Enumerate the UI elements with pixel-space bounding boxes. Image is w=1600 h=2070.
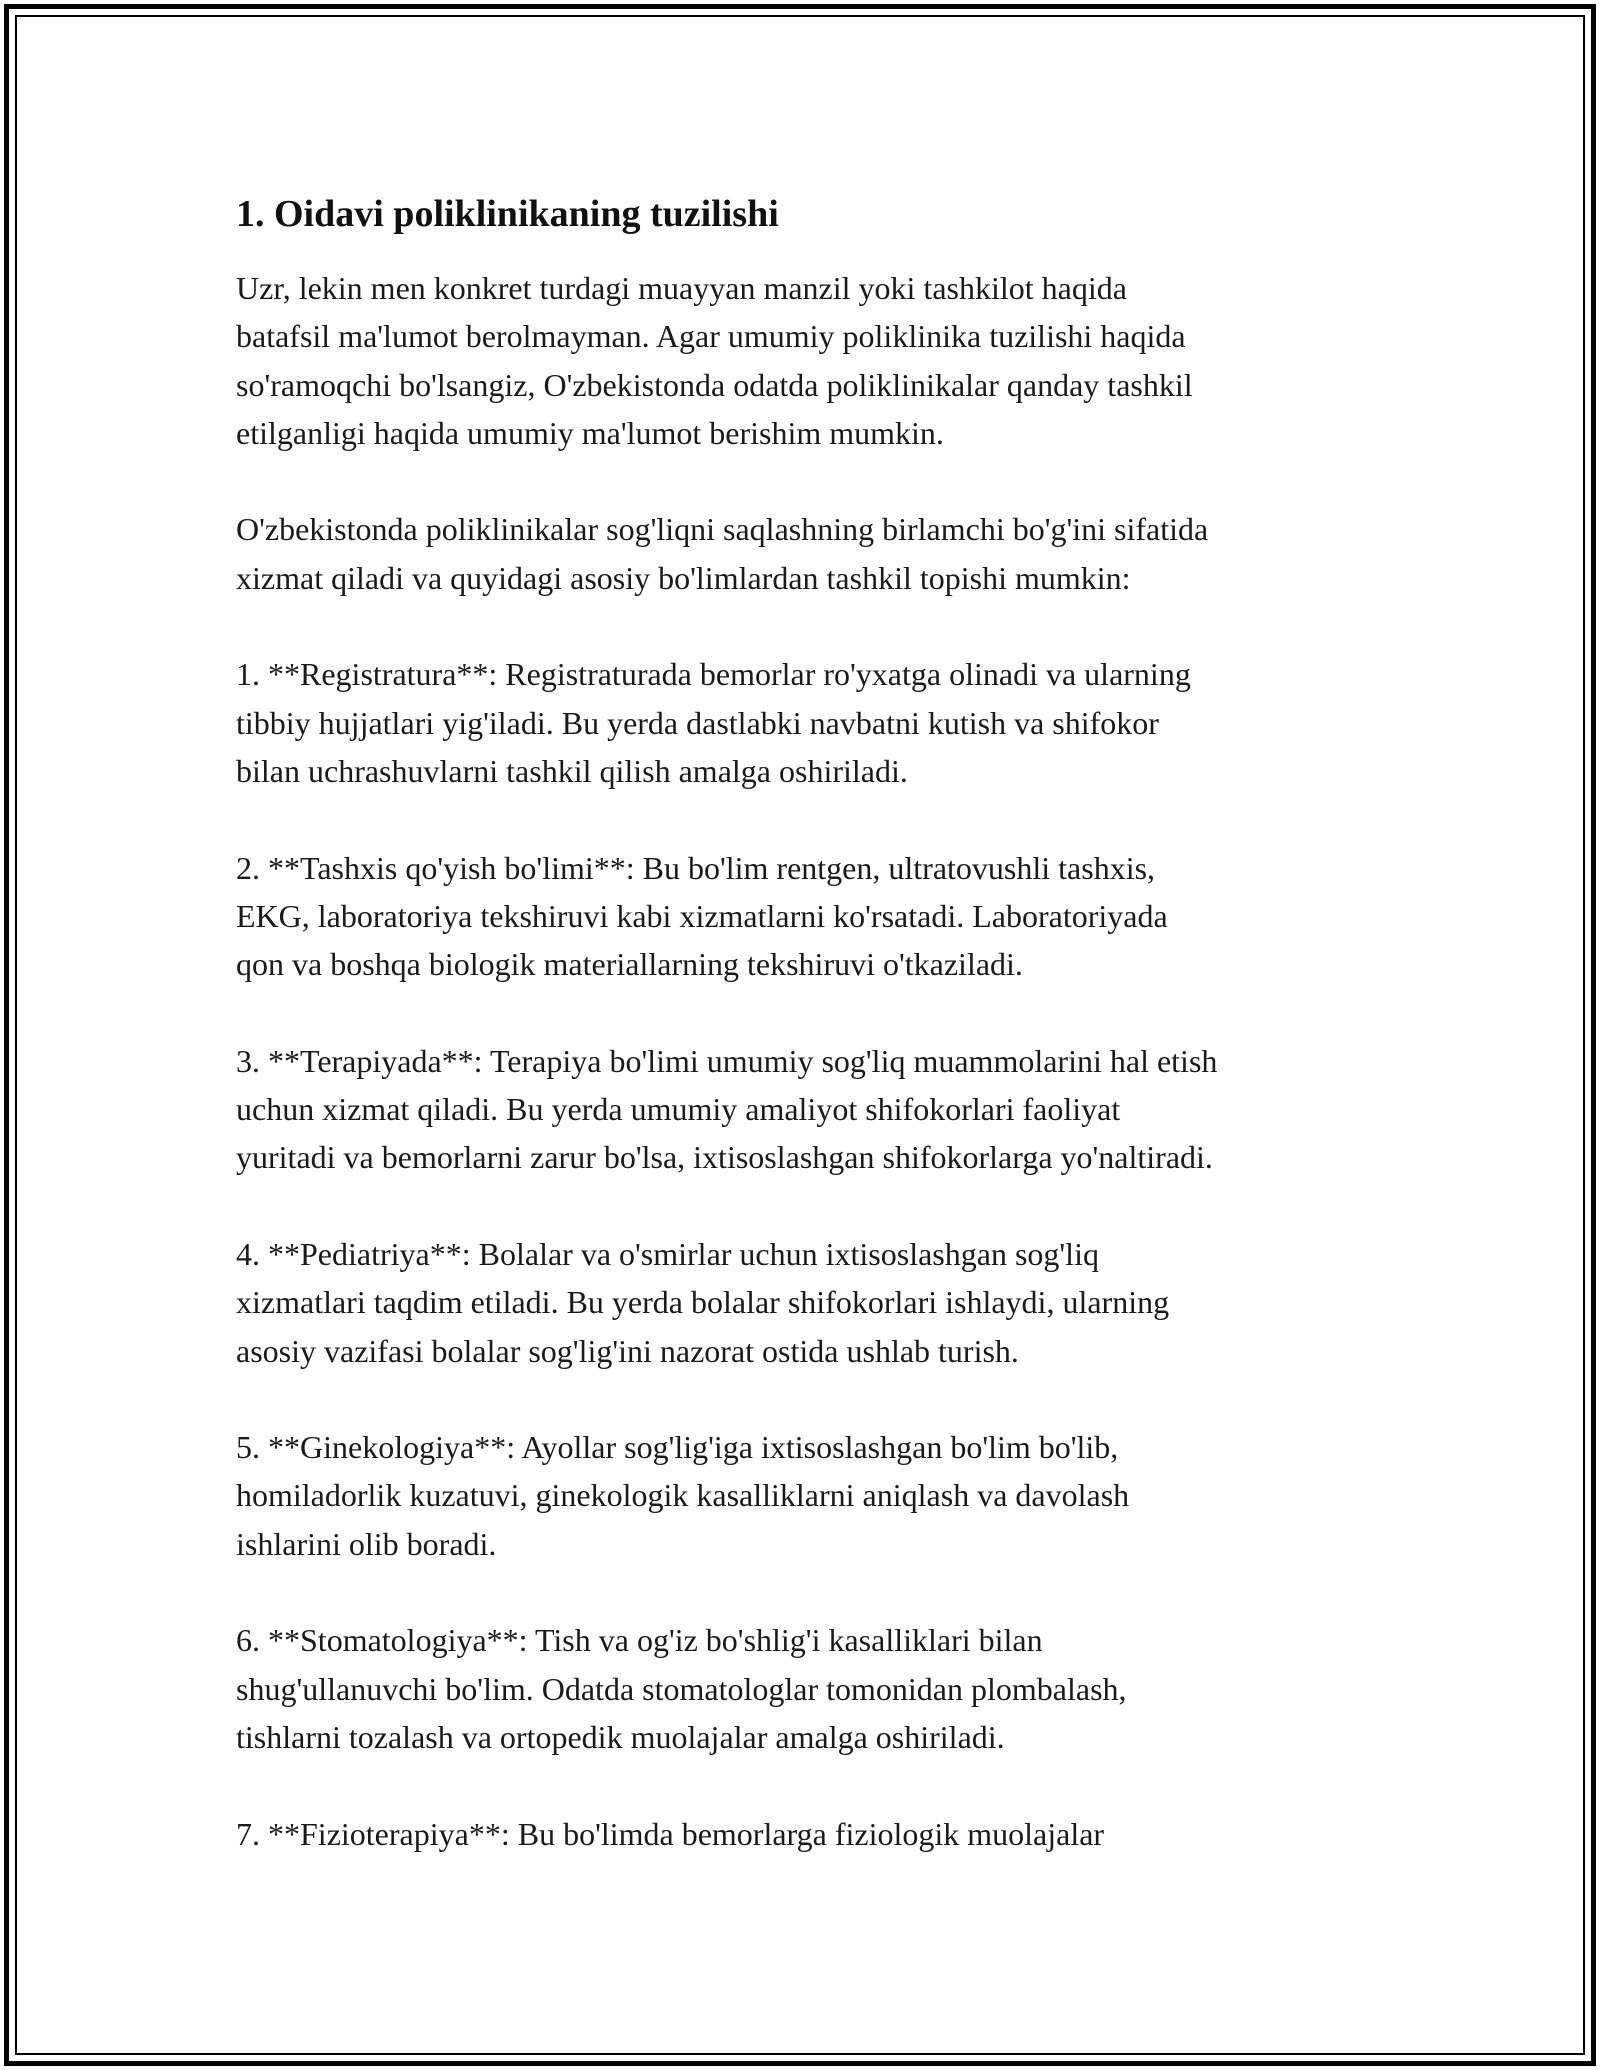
list-item-registratura bbox=[236, 650, 1386, 795]
list-item-pediatriya bbox=[236, 1230, 1386, 1375]
text-line: asosiy vazifasi bolalar sog'lig'ini nazorat ostida ushlab turish. bbox=[236, 1332, 1019, 1369]
text-line: 3. **Terapiyada**: Terapiya bo'limi umumiy sog'liq muammolarini hal etish bbox=[236, 1042, 1218, 1079]
list-item-tashxis bbox=[236, 844, 1386, 989]
text-line: xizmatlari taqdim etiladi. Bu yerda bolalar shifokorlari ishlaydi, ularning bbox=[236, 1284, 1170, 1321]
text-line: homiladorlik kuzatuvi, ginekologik kasalliklarni aniqlash va davolash bbox=[236, 1477, 1130, 1514]
list-item-ginekologiya bbox=[236, 1423, 1386, 1568]
text-line: 4. **Pediatriya**: Bolalar va o'smirlar uchun ixtisoslashgan sog'liq bbox=[236, 1235, 1099, 1272]
text-line: yuritadi va bemorlarni zarur bo'lsa, ixtisoslashgan shifokorlarga yo'naltiradi. bbox=[236, 1139, 1213, 1176]
list-item-terapiya bbox=[236, 1037, 1386, 1182]
text-line: uchun xizmat qiladi. Bu yerda umumiy amaliyot shifokorlari faoliyat bbox=[236, 1091, 1121, 1128]
document-body bbox=[236, 190, 1386, 1906]
text-line: tishlarni tozalash va ortopedik muolajalar amalga oshiriladi. bbox=[236, 1718, 1005, 1755]
text-line: qon va boshqa biologik materiallarning tekshiruvi o'tkaziladi. bbox=[236, 946, 1023, 983]
document-title: 1. Oidavi poliklinikaning tuzilishi bbox=[236, 193, 779, 235]
text-line: etilganligi haqida umumiy ma'lumot berishim mumkin. bbox=[236, 414, 944, 451]
text-line: xizmat qiladi va quyidagi asosiy bo'limlardan tashkil topishi mumkin: bbox=[236, 559, 1131, 596]
text-line: EKG, laboratoriya tekshiruvi kabi xizmatlarni ko'rsatadi. Laboratoriyada bbox=[236, 897, 1168, 934]
text-line: 1. **Registratura**: Registraturada bemorlar ro'yxatga olinadi va ularning bbox=[236, 656, 1191, 693]
text-line: shug'ullanuvchi bo'lim. Odatda stomatologlar tomonidan plombalash, bbox=[236, 1670, 1127, 1707]
text-line: so'ramoqchi bo'lsangiz, O'zbekistonda odatda poliklinikalar qanday tashkil bbox=[236, 366, 1193, 403]
text-line: 5. **Ginekologiya**: Ayollar sog'lig'iga ixtisoslashgan bo'lim bo'lib, bbox=[236, 1429, 1119, 1466]
text-line: ishlarini olib boradi. bbox=[236, 1525, 497, 1562]
text-line: Uzr, lekin men konkret turdagi muayyan manzil yoki tashkilot haqida bbox=[236, 270, 1127, 306]
text-line: 7. **Fizioterapiya**: Bu bo'limda bemorlarga fiziologik muolajalar bbox=[236, 1815, 1105, 1852]
intro-paragraph bbox=[236, 264, 1386, 457]
text-line: bilan uchrashuvlarni tashkil qilish amalga oshiriladi. bbox=[236, 752, 908, 789]
text-line: O'zbekistonda poliklinikalar sog'liqni saqlashning birlamchi bo'g'ini sifatida bbox=[236, 511, 1209, 548]
text-line: tibbiy hujjatlari yig'iladi. Bu yerda dastlabki navbatni kutish va shifokor bbox=[236, 704, 1159, 741]
text-line: batafsil ma'lumot berolmayman. Agar umumiy poliklinika tuzilishi haqida bbox=[236, 318, 1186, 355]
text-line: 2. **Tashxis qo'yish bo'limi**: Bu bo'lim rentgen, ultratovushli tashxis, bbox=[236, 849, 1156, 886]
list-item-stomatologiya bbox=[236, 1616, 1386, 1761]
list-item-fizioterapiya bbox=[236, 1810, 1386, 1858]
text-line: 6. **Stomatologiya**: Tish va og'iz bo'shlig'i kasalliklari bilan bbox=[236, 1622, 1043, 1659]
overview-paragraph bbox=[236, 505, 1386, 602]
